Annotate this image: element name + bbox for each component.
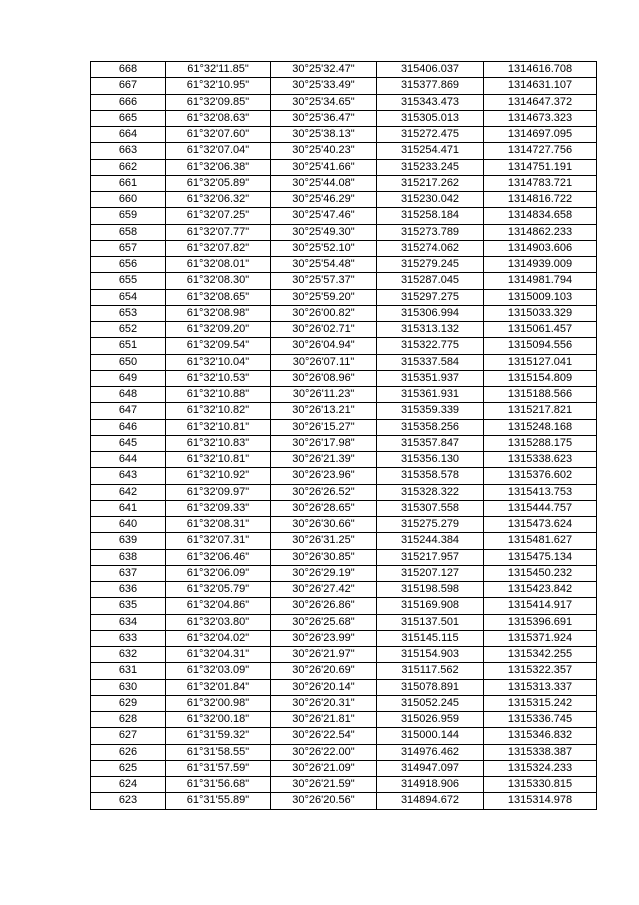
point-number-cell: 635 (91, 598, 166, 614)
y-coordinate-cell: 1315009.103 (484, 289, 597, 305)
point-number-cell: 644 (91, 452, 166, 468)
latitude-cell: 61°32'07.60" (166, 127, 271, 143)
x-coordinate-cell: 315406.037 (377, 62, 484, 78)
y-coordinate-cell: 1315423.842 (484, 582, 597, 598)
table-row (91, 614, 597, 630)
longitude-cell: 30°26'21.81" (271, 712, 377, 728)
latitude-cell: 61°32'10.53" (166, 370, 271, 386)
point-number-cell: 628 (91, 712, 166, 728)
x-coordinate-cell: 315361.931 (377, 387, 484, 403)
x-coordinate-cell: 315275.279 (377, 517, 484, 533)
y-coordinate-cell: 1314631.107 (484, 78, 597, 94)
longitude-cell: 30°26'22.54" (271, 728, 377, 744)
table-row (91, 127, 597, 143)
table-row (91, 273, 597, 289)
x-coordinate-cell: 315052.245 (377, 695, 484, 711)
latitude-cell: 61°32'00.18" (166, 712, 271, 728)
latitude-cell: 61°32'08.01" (166, 257, 271, 273)
point-number-cell: 633 (91, 630, 166, 646)
table-row (91, 110, 597, 126)
latitude-cell: 61°32'04.86" (166, 598, 271, 614)
latitude-cell: 61°32'08.31" (166, 517, 271, 533)
x-coordinate-cell: 315279.245 (377, 257, 484, 273)
table-row (91, 663, 597, 679)
y-coordinate-cell: 1315330.815 (484, 777, 597, 793)
table-row (91, 143, 597, 159)
y-coordinate-cell: 1314751.191 (484, 159, 597, 175)
x-coordinate-cell: 315328.322 (377, 484, 484, 500)
longitude-cell: 30°25'57.37" (271, 273, 377, 289)
latitude-cell: 61°32'10.95" (166, 78, 271, 94)
y-coordinate-cell: 1315376.602 (484, 468, 597, 484)
table-row (91, 647, 597, 663)
longitude-cell: 30°26'22.00" (271, 744, 377, 760)
longitude-cell: 30°26'04.94" (271, 338, 377, 354)
x-coordinate-cell: 315357.847 (377, 435, 484, 451)
point-number-cell: 631 (91, 663, 166, 679)
latitude-cell: 61°32'06.46" (166, 549, 271, 565)
x-coordinate-cell: 315306.994 (377, 305, 484, 321)
x-coordinate-cell: 315287.045 (377, 273, 484, 289)
latitude-cell: 61°32'08.30" (166, 273, 271, 289)
longitude-cell: 30°26'23.99" (271, 630, 377, 646)
latitude-cell: 61°32'05.79" (166, 582, 271, 598)
table-row (91, 370, 597, 386)
y-coordinate-cell: 1314697.095 (484, 127, 597, 143)
longitude-cell: 30°26'25.68" (271, 614, 377, 630)
point-number-cell: 629 (91, 695, 166, 711)
point-number-cell: 627 (91, 728, 166, 744)
longitude-cell: 30°26'21.97" (271, 647, 377, 663)
y-coordinate-cell: 1315338.623 (484, 452, 597, 468)
longitude-cell: 30°25'33.49" (271, 78, 377, 94)
latitude-cell: 61°32'00.98" (166, 695, 271, 711)
longitude-cell: 30°26'21.09" (271, 760, 377, 776)
table-row (91, 695, 597, 711)
table-row (91, 793, 597, 809)
table-row (91, 240, 597, 256)
point-number-cell: 645 (91, 435, 166, 451)
y-coordinate-cell: 1315414.917 (484, 598, 597, 614)
point-number-cell: 656 (91, 257, 166, 273)
point-number-cell: 665 (91, 110, 166, 126)
longitude-cell: 30°26'21.39" (271, 452, 377, 468)
table-row (91, 403, 597, 419)
latitude-cell: 61°32'04.31" (166, 647, 271, 663)
x-coordinate-cell: 315322.775 (377, 338, 484, 354)
x-coordinate-cell: 315351.937 (377, 370, 484, 386)
y-coordinate-cell: 1315336.745 (484, 712, 597, 728)
longitude-cell: 30°26'23.96" (271, 468, 377, 484)
y-coordinate-cell: 1315346.832 (484, 728, 597, 744)
table-row (91, 549, 597, 565)
latitude-cell: 61°32'06.32" (166, 192, 271, 208)
point-number-cell: 638 (91, 549, 166, 565)
y-coordinate-cell: 1315342.255 (484, 647, 597, 663)
x-coordinate-cell: 315169.908 (377, 598, 484, 614)
latitude-cell: 61°32'05.89" (166, 175, 271, 191)
longitude-cell: 30°25'44.08" (271, 175, 377, 191)
point-number-cell: 659 (91, 208, 166, 224)
y-coordinate-cell: 1315061.457 (484, 322, 597, 338)
y-coordinate-cell: 1314981.794 (484, 273, 597, 289)
table-row (91, 192, 597, 208)
latitude-cell: 61°32'10.81" (166, 419, 271, 435)
longitude-cell: 30°26'08.96" (271, 370, 377, 386)
x-coordinate-cell: 315154.903 (377, 647, 484, 663)
longitude-cell: 30°26'30.85" (271, 549, 377, 565)
latitude-cell: 61°32'07.04" (166, 143, 271, 159)
longitude-cell: 30°26'26.86" (271, 598, 377, 614)
table-row (91, 630, 597, 646)
y-coordinate-cell: 1314673.323 (484, 110, 597, 126)
longitude-cell: 30°25'46.29" (271, 192, 377, 208)
longitude-cell: 30°26'31.25" (271, 533, 377, 549)
point-number-cell: 647 (91, 403, 166, 419)
latitude-cell: 61°31'58.55" (166, 744, 271, 760)
longitude-cell: 30°25'34.65" (271, 94, 377, 110)
point-number-cell: 648 (91, 387, 166, 403)
table-row (91, 338, 597, 354)
x-coordinate-cell: 315000.144 (377, 728, 484, 744)
latitude-cell: 61°32'06.09" (166, 565, 271, 581)
y-coordinate-cell: 1315338.387 (484, 744, 597, 760)
x-coordinate-cell: 315359.339 (377, 403, 484, 419)
y-coordinate-cell: 1315154.809 (484, 370, 597, 386)
table-row (91, 62, 597, 78)
x-coordinate-cell: 315117.562 (377, 663, 484, 679)
point-number-cell: 657 (91, 240, 166, 256)
latitude-cell: 61°32'07.25" (166, 208, 271, 224)
x-coordinate-cell: 315307.558 (377, 500, 484, 516)
x-coordinate-cell: 315207.127 (377, 565, 484, 581)
latitude-cell: 61°31'57.59" (166, 760, 271, 776)
latitude-cell: 61°32'03.09" (166, 663, 271, 679)
table-row (91, 175, 597, 191)
point-number-cell: 642 (91, 484, 166, 500)
x-coordinate-cell: 315305.013 (377, 110, 484, 126)
table-row (91, 744, 597, 760)
table-row (91, 500, 597, 516)
point-number-cell: 630 (91, 679, 166, 695)
y-coordinate-cell: 1315188.566 (484, 387, 597, 403)
table-row (91, 289, 597, 305)
y-coordinate-cell: 1315473.624 (484, 517, 597, 533)
latitude-cell: 61°32'08.65" (166, 289, 271, 305)
table-row (91, 679, 597, 695)
latitude-cell: 61°32'07.82" (166, 240, 271, 256)
table-row (91, 712, 597, 728)
point-number-cell: 651 (91, 338, 166, 354)
y-coordinate-cell: 1314834.658 (484, 208, 597, 224)
table-row (91, 419, 597, 435)
point-number-cell: 623 (91, 793, 166, 809)
latitude-cell: 61°32'11.85" (166, 62, 271, 78)
longitude-cell: 30°26'13.21" (271, 403, 377, 419)
latitude-cell: 61°32'09.33" (166, 500, 271, 516)
x-coordinate-cell: 315254.471 (377, 143, 484, 159)
point-number-cell: 646 (91, 419, 166, 435)
y-coordinate-cell: 1314816.722 (484, 192, 597, 208)
point-number-cell: 624 (91, 777, 166, 793)
longitude-cell: 30°26'28.65" (271, 500, 377, 516)
point-number-cell: 658 (91, 224, 166, 240)
table-row (91, 517, 597, 533)
latitude-cell: 61°32'09.85" (166, 94, 271, 110)
longitude-cell: 30°25'47.46" (271, 208, 377, 224)
y-coordinate-cell: 1314727.756 (484, 143, 597, 159)
x-coordinate-cell: 315230.042 (377, 192, 484, 208)
longitude-cell: 30°26'27.42" (271, 582, 377, 598)
y-coordinate-cell: 1315413.753 (484, 484, 597, 500)
x-coordinate-cell: 315343.473 (377, 94, 484, 110)
y-coordinate-cell: 1314862.233 (484, 224, 597, 240)
x-coordinate-cell: 315273.789 (377, 224, 484, 240)
latitude-cell: 61°32'10.83" (166, 435, 271, 451)
table-row (91, 159, 597, 175)
latitude-cell: 61°31'59.32" (166, 728, 271, 744)
latitude-cell: 61°32'09.97" (166, 484, 271, 500)
x-coordinate-cell: 315217.262 (377, 175, 484, 191)
point-number-cell: 639 (91, 533, 166, 549)
y-coordinate-cell: 1315094.556 (484, 338, 597, 354)
latitude-cell: 61°32'10.81" (166, 452, 271, 468)
table-row (91, 94, 597, 110)
y-coordinate-cell: 1314616.708 (484, 62, 597, 78)
y-coordinate-cell: 1315248.168 (484, 419, 597, 435)
longitude-cell: 30°26'26.52" (271, 484, 377, 500)
x-coordinate-cell: 315244.384 (377, 533, 484, 549)
latitude-cell: 61°31'55.89" (166, 793, 271, 809)
table-row (91, 777, 597, 793)
longitude-cell: 30°25'54.48" (271, 257, 377, 273)
y-coordinate-cell: 1315314.978 (484, 793, 597, 809)
latitude-cell: 61°32'10.82" (166, 403, 271, 419)
y-coordinate-cell: 1314939.009 (484, 257, 597, 273)
table-row (91, 468, 597, 484)
point-number-cell: 626 (91, 744, 166, 760)
longitude-cell: 30°26'07.11" (271, 354, 377, 370)
table-row (91, 305, 597, 321)
longitude-cell: 30°26'21.59" (271, 777, 377, 793)
longitude-cell: 30°26'15.27" (271, 419, 377, 435)
x-coordinate-cell: 315137.501 (377, 614, 484, 630)
point-number-cell: 661 (91, 175, 166, 191)
table-row (91, 484, 597, 500)
longitude-cell: 30°26'29.19" (271, 565, 377, 581)
table-row (91, 565, 597, 581)
point-number-cell: 652 (91, 322, 166, 338)
y-coordinate-cell: 1315396.691 (484, 614, 597, 630)
point-number-cell: 640 (91, 517, 166, 533)
longitude-cell: 30°26'00.82" (271, 305, 377, 321)
x-coordinate-cell: 315274.062 (377, 240, 484, 256)
table-row (91, 224, 597, 240)
point-number-cell: 636 (91, 582, 166, 598)
latitude-cell: 61°32'07.31" (166, 533, 271, 549)
point-number-cell: 649 (91, 370, 166, 386)
latitude-cell: 61°32'10.88" (166, 387, 271, 403)
y-coordinate-cell: 1315475.134 (484, 549, 597, 565)
point-number-cell: 655 (91, 273, 166, 289)
coordinates-table-body (91, 62, 597, 810)
table-row (91, 452, 597, 468)
point-number-cell: 632 (91, 647, 166, 663)
x-coordinate-cell: 315313.132 (377, 322, 484, 338)
y-coordinate-cell: 1314647.372 (484, 94, 597, 110)
point-number-cell: 654 (91, 289, 166, 305)
longitude-cell: 30°25'38.13" (271, 127, 377, 143)
latitude-cell: 61°32'08.63" (166, 110, 271, 126)
point-number-cell: 660 (91, 192, 166, 208)
latitude-cell: 61°32'06.38" (166, 159, 271, 175)
x-coordinate-cell: 315358.256 (377, 419, 484, 435)
x-coordinate-cell: 314976.462 (377, 744, 484, 760)
y-coordinate-cell: 1315127.041 (484, 354, 597, 370)
longitude-cell: 30°25'36.47" (271, 110, 377, 126)
table-row (91, 582, 597, 598)
point-number-cell: 650 (91, 354, 166, 370)
x-coordinate-cell: 315297.275 (377, 289, 484, 305)
point-number-cell: 625 (91, 760, 166, 776)
longitude-cell: 30°25'32.47" (271, 62, 377, 78)
y-coordinate-cell: 1315315.242 (484, 695, 597, 711)
point-number-cell: 662 (91, 159, 166, 175)
y-coordinate-cell: 1315033.329 (484, 305, 597, 321)
x-coordinate-cell: 315217.957 (377, 549, 484, 565)
longitude-cell: 30°26'20.56" (271, 793, 377, 809)
y-coordinate-cell: 1315288.175 (484, 435, 597, 451)
latitude-cell: 61°32'08.98" (166, 305, 271, 321)
longitude-cell: 30°25'40.23" (271, 143, 377, 159)
table-row (91, 78, 597, 94)
x-coordinate-cell: 315258.184 (377, 208, 484, 224)
y-coordinate-cell: 1315444.757 (484, 500, 597, 516)
point-number-cell: 667 (91, 78, 166, 94)
longitude-cell: 30°26'20.31" (271, 695, 377, 711)
x-coordinate-cell: 315145.115 (377, 630, 484, 646)
x-coordinate-cell: 314894.672 (377, 793, 484, 809)
x-coordinate-cell: 315233.245 (377, 159, 484, 175)
table-row (91, 533, 597, 549)
table-row (91, 257, 597, 273)
point-number-cell: 653 (91, 305, 166, 321)
x-coordinate-cell: 315356.130 (377, 452, 484, 468)
longitude-cell: 30°25'52.10" (271, 240, 377, 256)
point-number-cell: 634 (91, 614, 166, 630)
longitude-cell: 30°25'59.20" (271, 289, 377, 305)
longitude-cell: 30°26'02.71" (271, 322, 377, 338)
table-row (91, 435, 597, 451)
x-coordinate-cell: 315337.584 (377, 354, 484, 370)
y-coordinate-cell: 1315450.232 (484, 565, 597, 581)
latitude-cell: 61°32'09.54" (166, 338, 271, 354)
latitude-cell: 61°32'10.92" (166, 468, 271, 484)
coordinates-table (90, 61, 597, 810)
x-coordinate-cell: 314918.906 (377, 777, 484, 793)
table-row (91, 208, 597, 224)
table-row (91, 322, 597, 338)
x-coordinate-cell: 315198.598 (377, 582, 484, 598)
longitude-cell: 30°25'41.66" (271, 159, 377, 175)
point-number-cell: 643 (91, 468, 166, 484)
latitude-cell: 61°32'10.04" (166, 354, 271, 370)
longitude-cell: 30°25'49.30" (271, 224, 377, 240)
y-coordinate-cell: 1315324.233 (484, 760, 597, 776)
point-number-cell: 668 (91, 62, 166, 78)
table-row (91, 728, 597, 744)
y-coordinate-cell: 1314783.721 (484, 175, 597, 191)
y-coordinate-cell: 1315481.627 (484, 533, 597, 549)
longitude-cell: 30°26'20.69" (271, 663, 377, 679)
longitude-cell: 30°26'30.66" (271, 517, 377, 533)
point-number-cell: 637 (91, 565, 166, 581)
latitude-cell: 61°32'09.20" (166, 322, 271, 338)
x-coordinate-cell: 315026.959 (377, 712, 484, 728)
latitude-cell: 61°31'56.68" (166, 777, 271, 793)
longitude-cell: 30°26'11.23" (271, 387, 377, 403)
y-coordinate-cell: 1315217.821 (484, 403, 597, 419)
x-coordinate-cell: 315358.578 (377, 468, 484, 484)
x-coordinate-cell: 314947.097 (377, 760, 484, 776)
y-coordinate-cell: 1315322.357 (484, 663, 597, 679)
x-coordinate-cell: 315078.891 (377, 679, 484, 695)
latitude-cell: 61°32'04.02" (166, 630, 271, 646)
y-coordinate-cell: 1315371.924 (484, 630, 597, 646)
latitude-cell: 61°32'07.77" (166, 224, 271, 240)
table-row (91, 760, 597, 776)
point-number-cell: 666 (91, 94, 166, 110)
x-coordinate-cell: 315377.869 (377, 78, 484, 94)
y-coordinate-cell: 1314903.606 (484, 240, 597, 256)
latitude-cell: 61°32'03.80" (166, 614, 271, 630)
point-number-cell: 664 (91, 127, 166, 143)
y-coordinate-cell: 1315313.337 (484, 679, 597, 695)
point-number-cell: 663 (91, 143, 166, 159)
x-coordinate-cell: 315272.475 (377, 127, 484, 143)
longitude-cell: 30°26'20.14" (271, 679, 377, 695)
point-number-cell: 641 (91, 500, 166, 516)
table-row (91, 354, 597, 370)
longitude-cell: 30°26'17.98" (271, 435, 377, 451)
table-row (91, 598, 597, 614)
table-row (91, 387, 597, 403)
latitude-cell: 61°32'01.84" (166, 679, 271, 695)
